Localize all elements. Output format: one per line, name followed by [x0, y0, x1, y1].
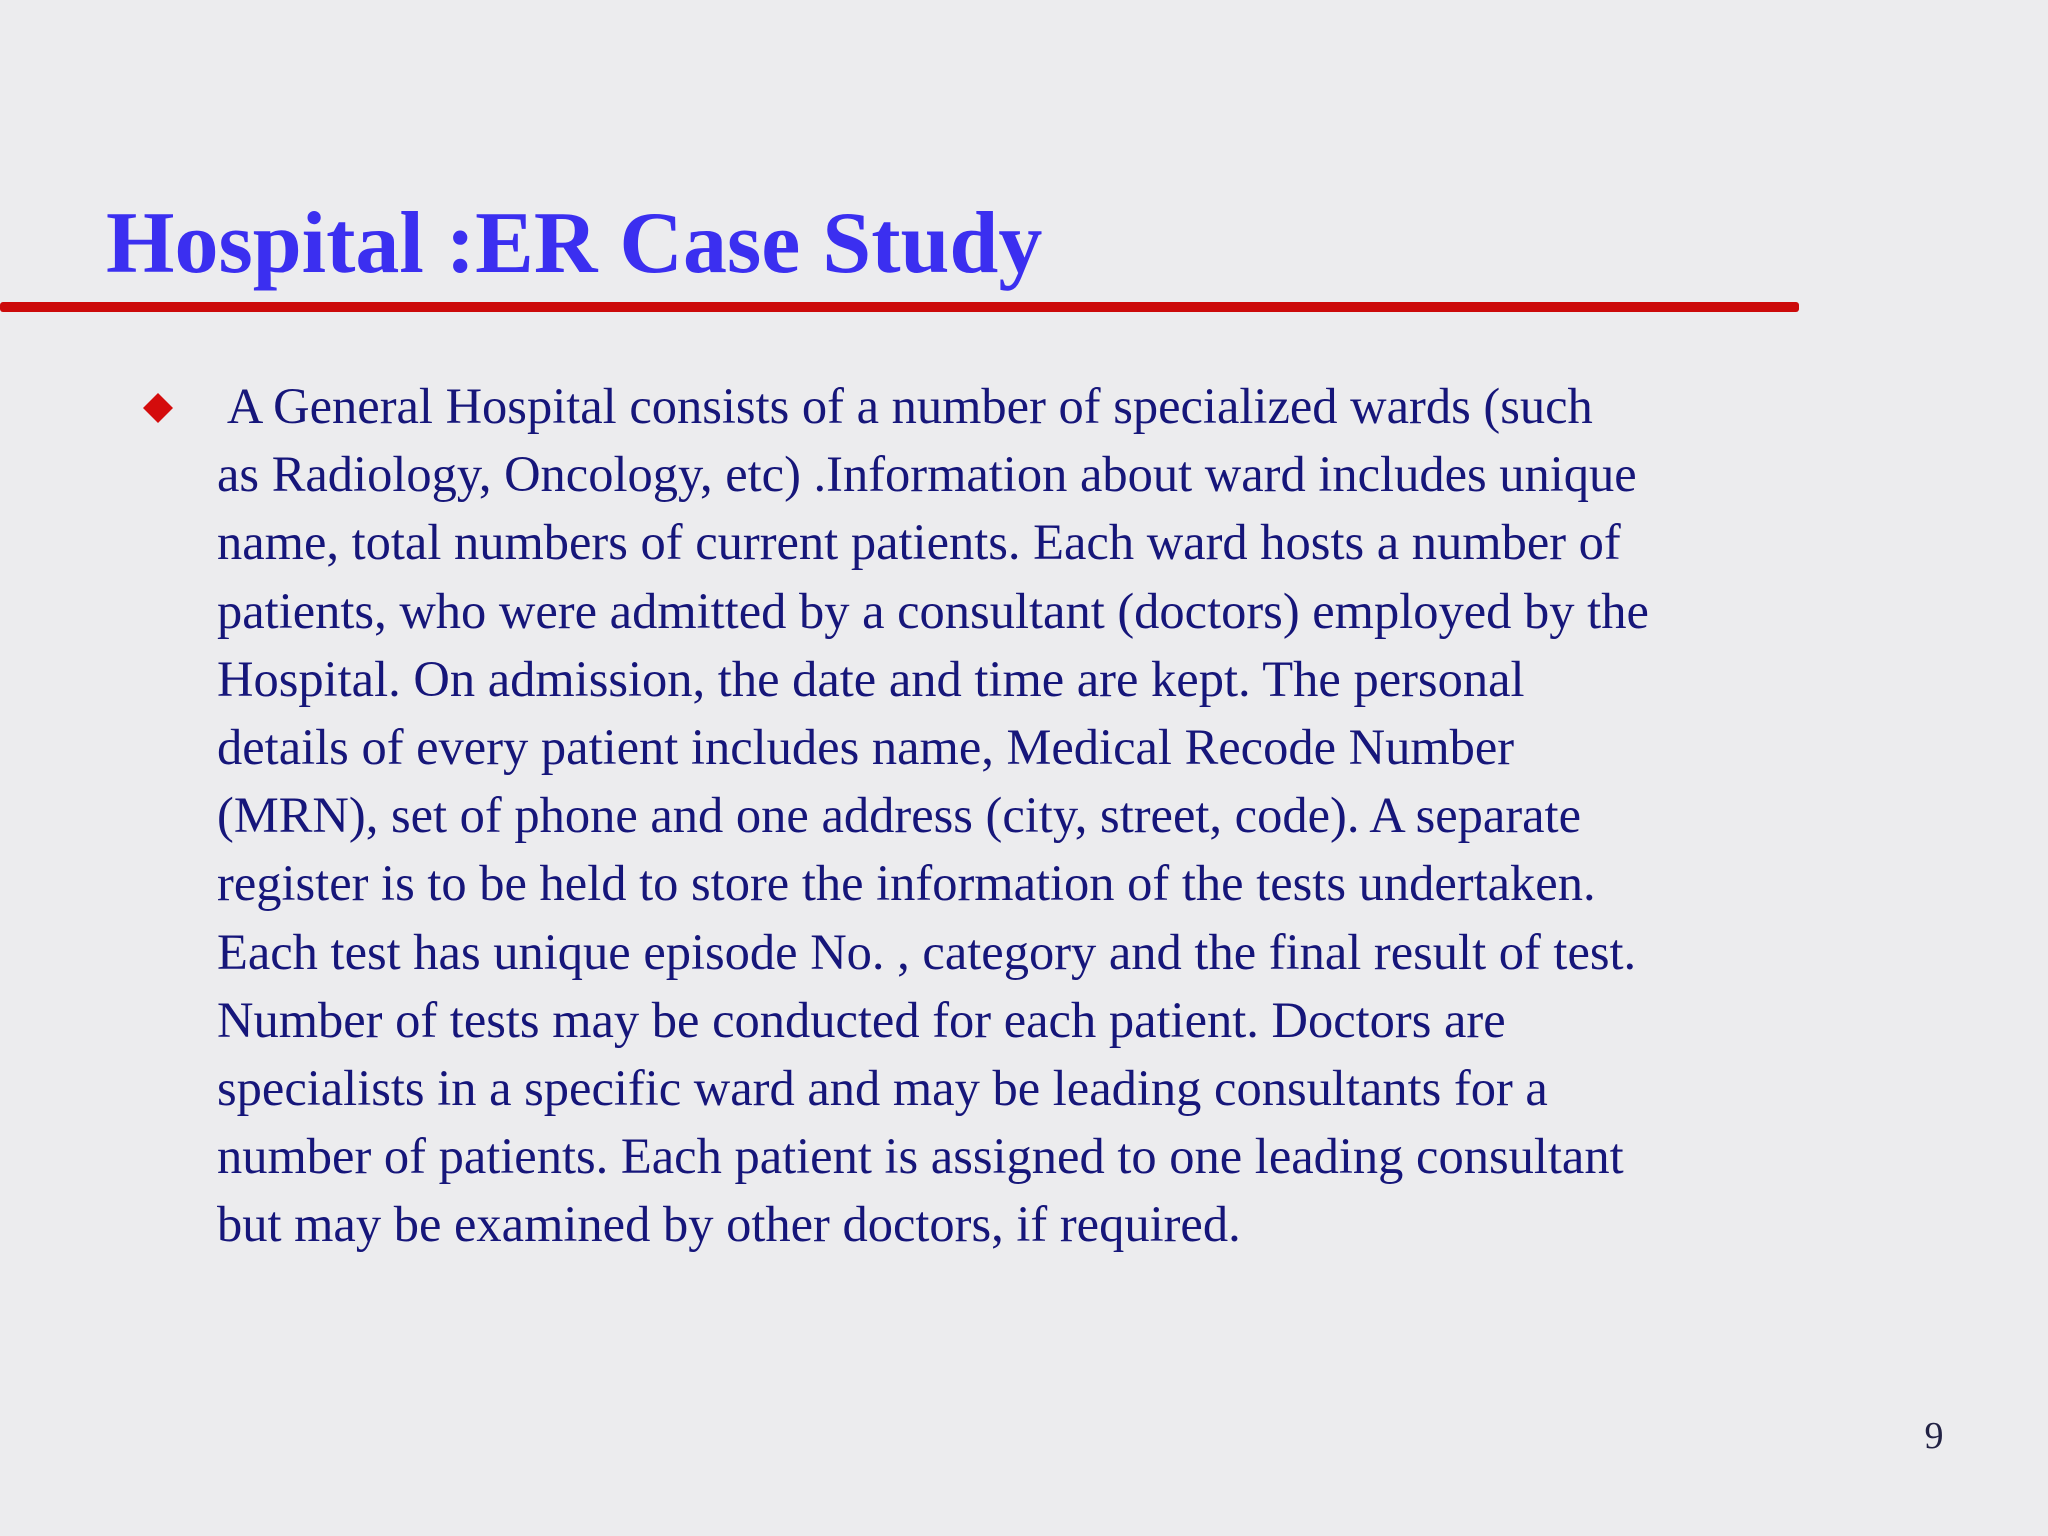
paragraph-line-11: specialists in a specific ward and may be leading consultants for a [217, 1060, 1548, 1117]
diamond-bullet-shape [143, 393, 173, 423]
diamond-bullet-icon [143, 393, 173, 423]
paragraph-line-9: Each test has unique episode No. , category and the final result of test. [217, 923, 1637, 980]
paragraph-line-10: Number of tests may be conducted for each patient. Doctors are [217, 991, 1506, 1048]
paragraph-line-3: name, total numbers of current patients. Each ward hosts a number of [217, 514, 1621, 571]
paragraph-line-8: register is to be held to store the information of the tests undertaken. [217, 855, 1596, 912]
case-study-paragraph [217, 372, 1847, 1259]
paragraph-line-5: Hospital. On admission, the date and time are kept. The personal [217, 650, 1525, 707]
paragraph-line-1: A General Hospital consists of a number of specialized wards (such [217, 378, 1593, 434]
paragraph-line-4: patients, who were admitted by a consultant (doctors) employed by the [217, 582, 1649, 639]
paragraph-line-7: (MRN), set of phone and one address (city, street, code). A separate [217, 787, 1581, 844]
page-number: 9 [1924, 1415, 1944, 1457]
paragraph-line-6: details of every patient includes name, Medical Recode Number [217, 719, 1515, 776]
paragraph-line-2: as Radiology, Oncology, etc) .Information about ward includes unique [217, 446, 1637, 503]
title-underline-rule [0, 302, 1799, 312]
paragraph-line-12: number of patients. Each patient is assigned to one leading consultant [217, 1128, 1624, 1185]
slide-title: Hospital :ER Case Study [106, 195, 1043, 292]
paragraph-line-13: but may be examined by other doctors, if required. [217, 1196, 1241, 1253]
